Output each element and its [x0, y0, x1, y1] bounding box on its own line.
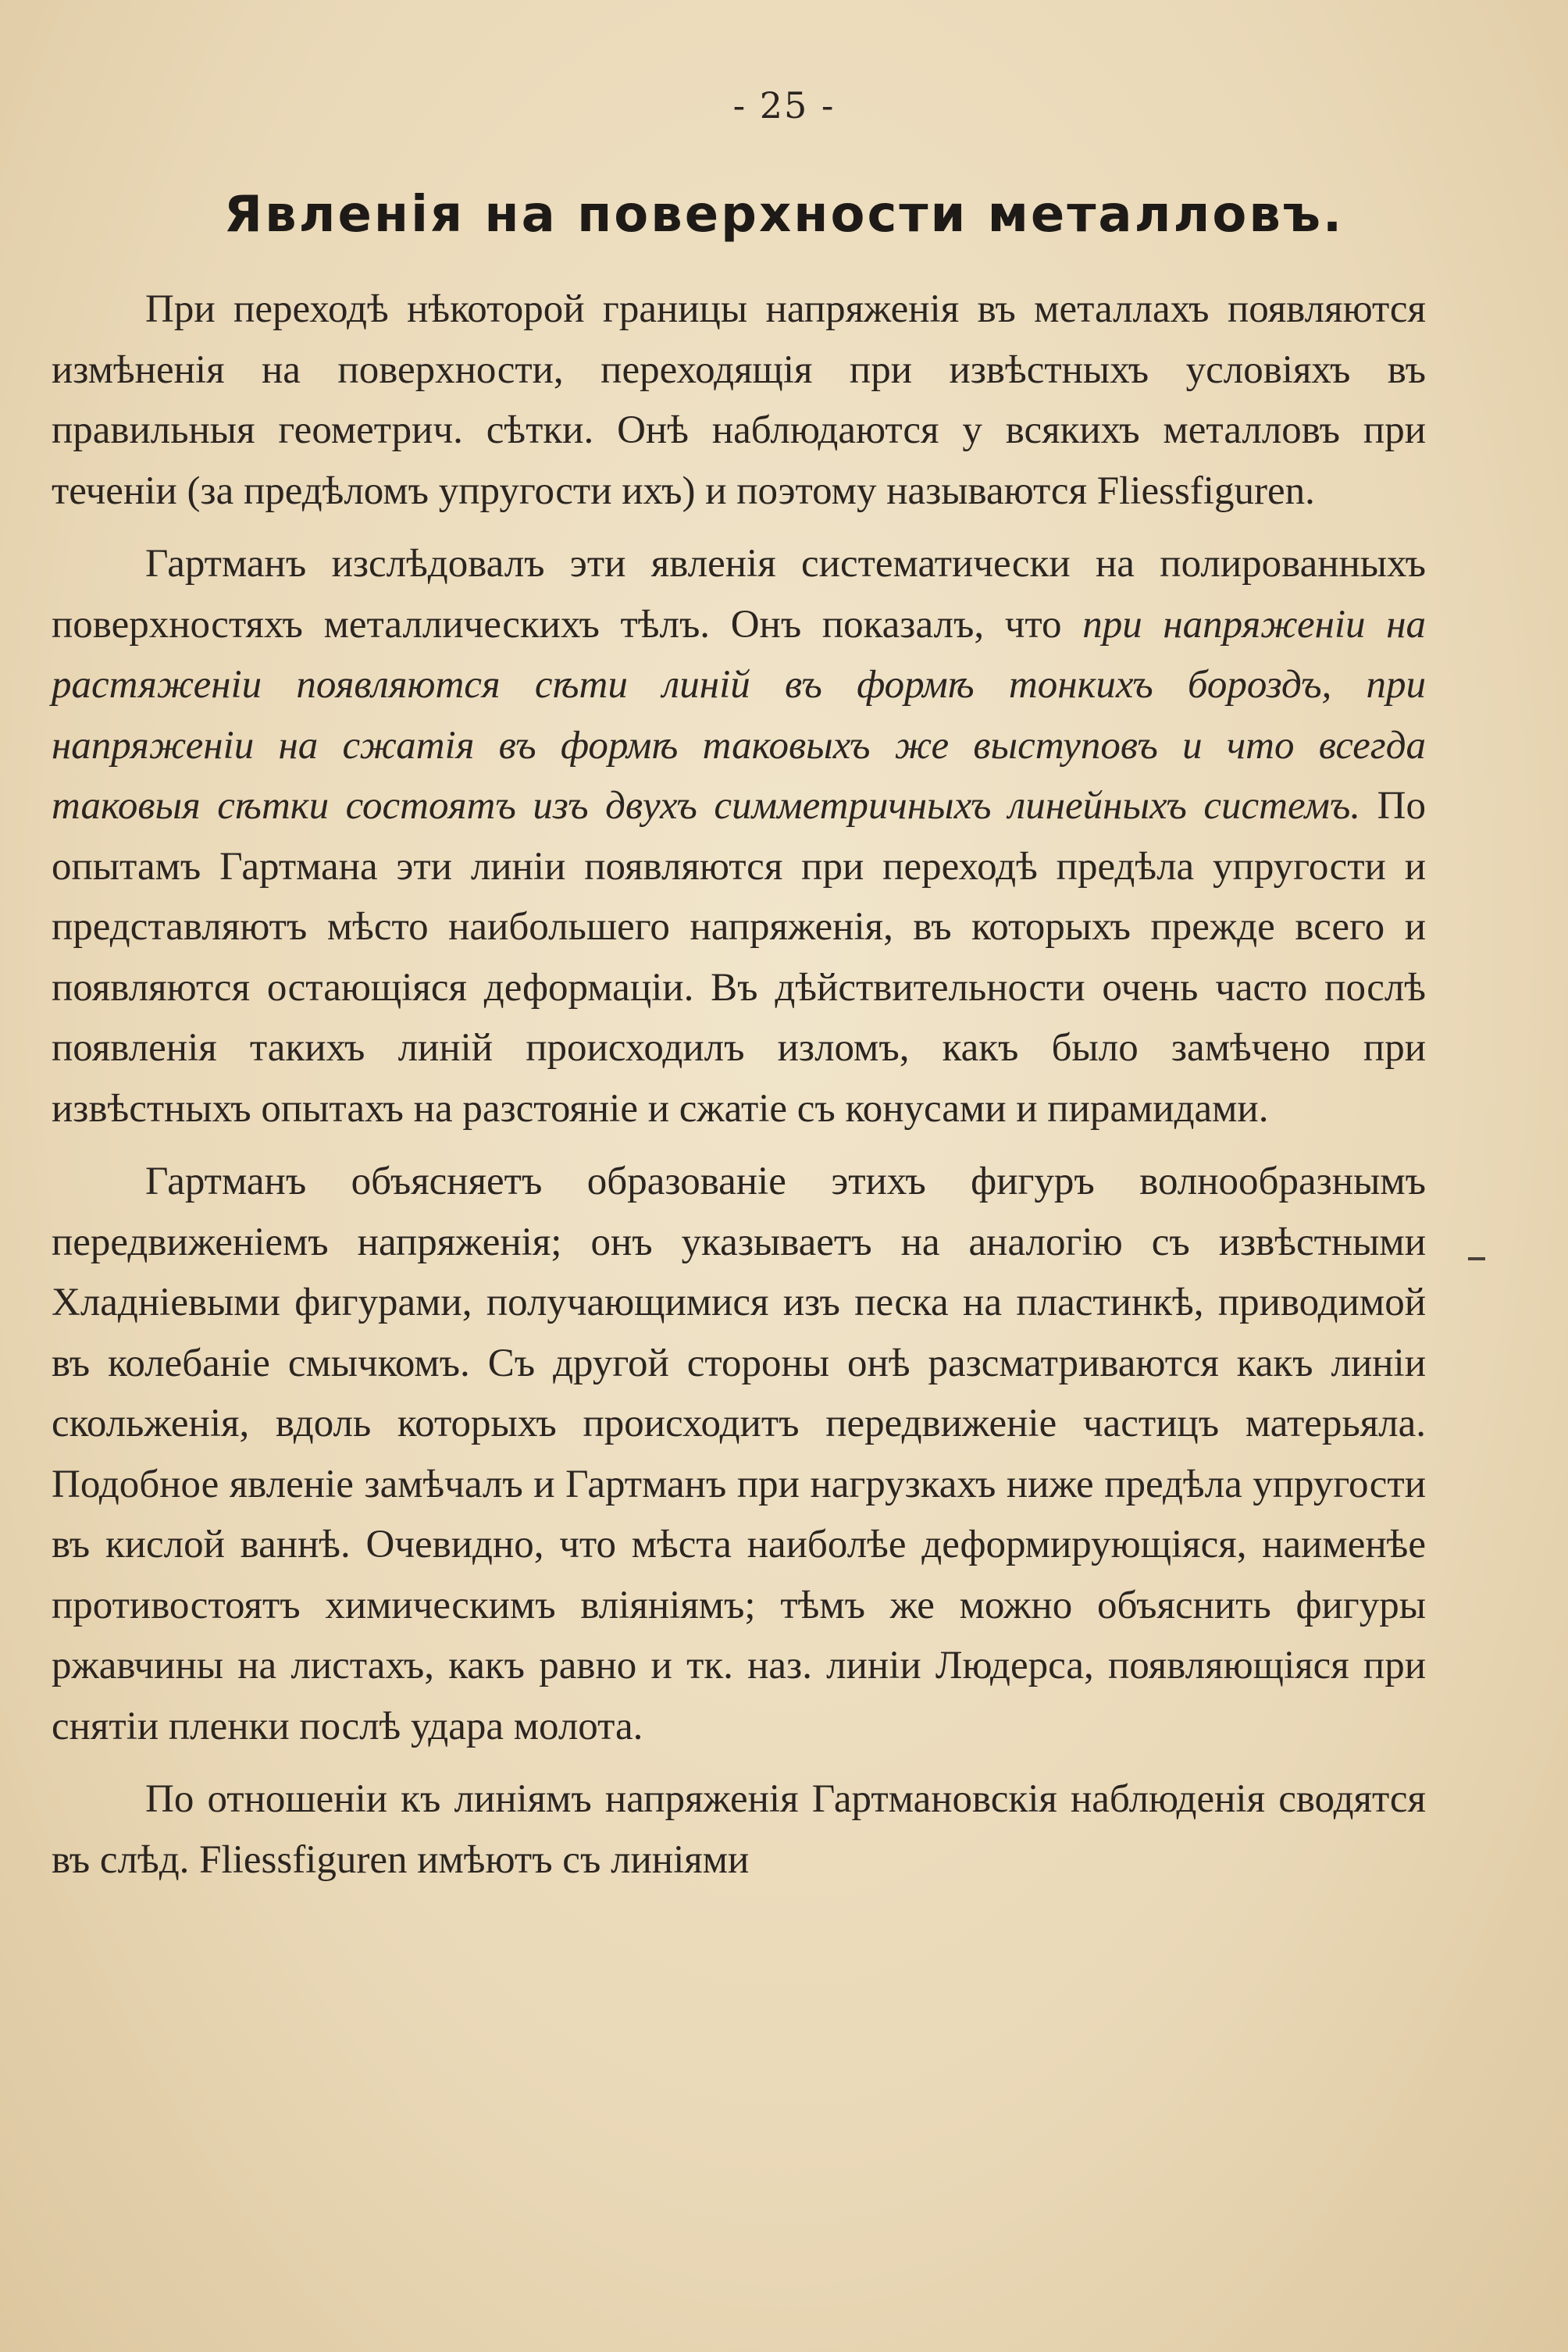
page-number: - 25 -	[732, 84, 836, 127]
paragraph-1: При переходѣ нѣкоторой границы напряженія въ металлахъ появляются измѣненія на поверхности, переходящія при извѣстныхъ условіяхъ въ правильныя геометрич. сѣтки. Онѣ наблюдаются у всякихъ металловъ при теченіи (за предѣломъ упругости ихъ) и поэтому называются Fliessfiguren.	[52, 287, 1426, 513]
section-title: Явленія на поверхности металловъ.	[223, 186, 1345, 244]
paragraph-3: Гартманъ объясняетъ образованіе этихъ фигуръ волнообразнымъ передвиженіемъ напряженія; онъ указываетъ на аналогію съ извѣстными Хладніевыми фигурами, получающимися изъ песка на пластинкѣ, приводимой въ колебаніе смычкомъ. Съ другой стороны онѣ разсматриваются какъ линіи скольженія, вдоль которыхъ происходитъ передвиженіе частицъ матерьяла. Подобное явленіе замѣчалъ и Гартманъ при нагрузкахъ ниже предѣла упругости въ кислой ваннѣ. Очевидно, что мѣста наиболѣе деформирующіяся, наименѣе противостоятъ химическимъ вліяніямъ; тѣмъ же можно объяснить фигуры ржавчины на листахъ, какъ равно и тк. наз. линіи Людерса, появляющіяся при снятіи пленки послѣ удара молота.	[52, 1160, 1426, 1748]
paragraph-2-italic-passage: при напряженіи на растяженіи появляются сѣти линій въ формѣ тонкихъ бороздъ, при напряженіи на сжатія въ формѣ таковыхъ же выступовъ и что всегда таковыя сѣтки состоятъ изъ двухъ симметричныхъ линейныхъ системъ.	[52, 602, 1427, 828]
paragraph-2	[52, 534, 1426, 1139]
paragraph-2-text-after: По опытамъ Гартмана эти линіи появляются при переходѣ предѣла упругости и представляютъ мѣсто наибольшего напряженія, въ которыхъ прежде всего и появляются остающіяся деформаціи. Въ дѣйствительности очень часто послѣ появленія такихъ линій происходилъ изломъ, какъ было замѣчено при извѣстныхъ опытахъ на разстояніе и сжатіе съ конусами и пирамидами.	[52, 784, 1426, 1131]
paragraph-4: По отношеніи къ линіямъ напряженія Гартмановскія наблюденія сводятся въ слѣд. Fliessfiguren имѣютъ съ линіями	[52, 1777, 1426, 1882]
margin-mark	[1468, 1257, 1485, 1260]
paragraph-2-text-before: Гартманъ изслѣдовалъ эти явленія систематически на полированныхъ поверхностяхъ металлическихъ тѣлъ. Онъ показалъ, что	[52, 542, 1426, 647]
body-text	[52, 280, 1426, 1903]
